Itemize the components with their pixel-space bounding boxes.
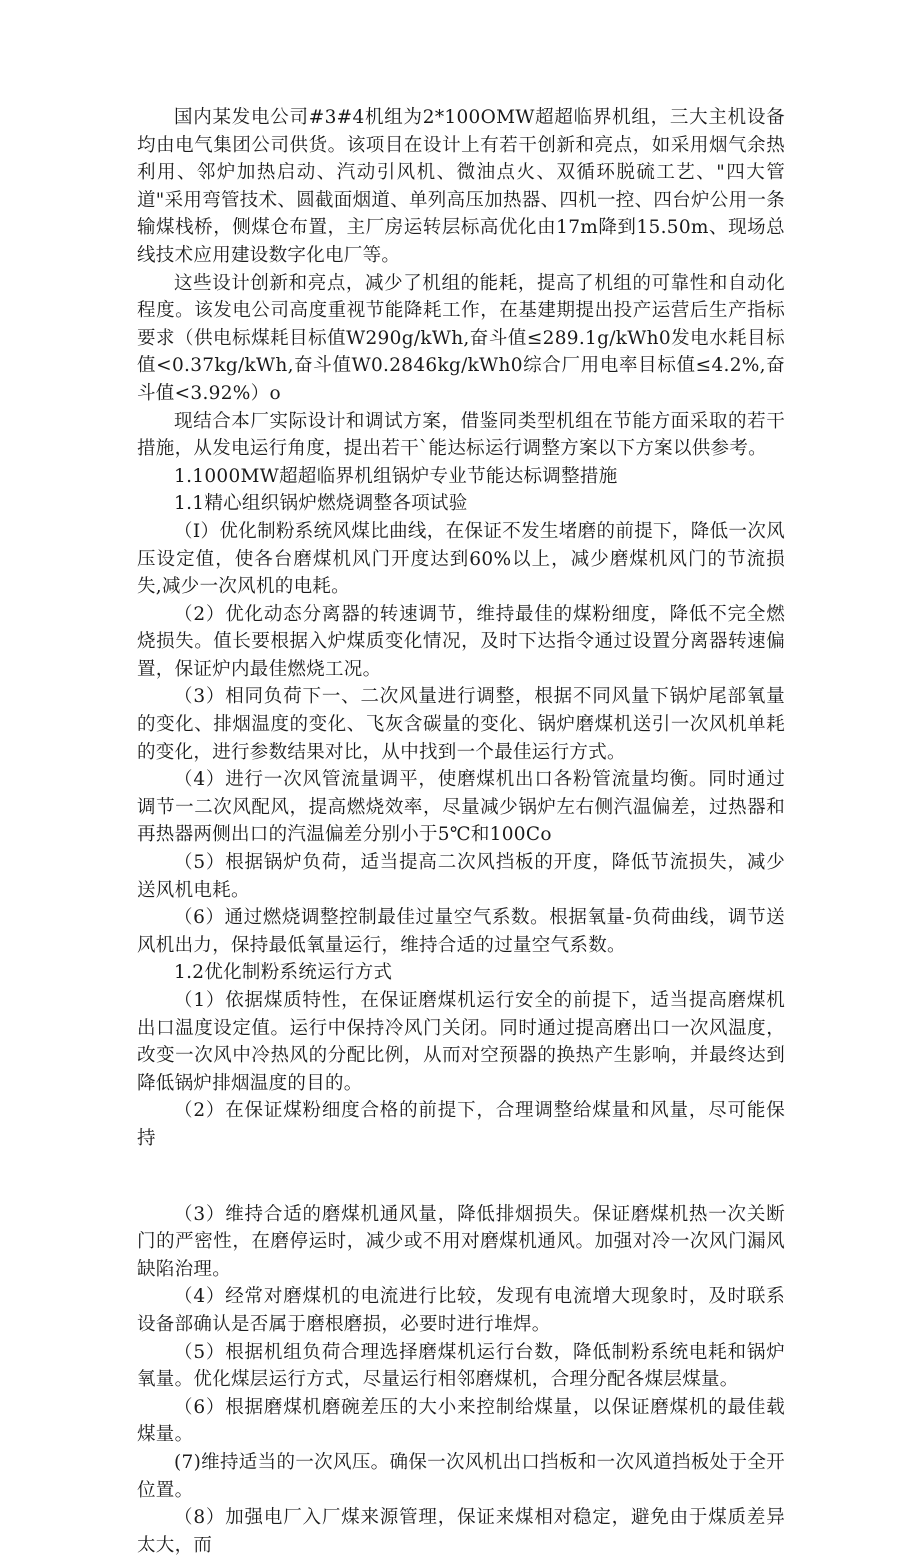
list-item: （5）根据机组负荷合理选择磨煤机运行台数，降低制粉系统电耗和锅炉氧量。优化煤层运行方式，尽量运行相邻磨煤机，合理分配各煤层煤量。 [137, 1341, 785, 1391]
list-item: （6）根据磨煤机磨碗差压的大小来控制给煤量，以保证磨煤机的最佳载煤量。 [137, 1396, 785, 1446]
list-item: （3）相同负荷下一、二次风量进行调整，根据不同风量下锅炉尾部氧量的变化、排烟温度的变化、飞灰含碳量的变化、锅炉磨煤机送引一次风机单耗的变化，进行参数结果对比，从中找到一个最佳运行方式。 [137, 686, 785, 763]
section-heading-1-2: 1.2优化制粉系统运行方式 [174, 962, 393, 984]
list-item: （4）经常对磨煤机的电流进行比较，发现有电流增大现象时，及时联系设备部确认是否属于磨根磨损，必要时进行堆焊。 [137, 1286, 785, 1335]
list-item: （5）根据锅炉负荷，适当提高二次风挡板的开度，降低节流损失，减少送风机电耗。 [137, 852, 785, 901]
list-item: (7)维持适当的一次风压。确保一次风机出口挡板和一次风道挡板处于全开位置。 [137, 1451, 785, 1501]
list-item: （2）在保证煤粉细度合格的前提下，合理调整给煤量和风量，尽可能保持 [137, 1100, 785, 1149]
list-item: （4）进行一次风管流量调平，使磨煤机出口各粉管流量均衡。同时通过调节一二次风配风，提高燃烧效率，尽量减少锅炉左右侧汽温偏差，过热器和再热器两侧出口的汽温偏差分别小于5℃和100Co [137, 769, 785, 846]
section-heading-1: 1.1000MW超超临界机组锅炉专业节能达标调整措施 [174, 465, 618, 487]
list-item: （8）加强电厂入厂煤来源管理，保证来煤相对稳定，避免由于煤质差异太大，而 [137, 1507, 785, 1556]
list-item: （1）依据煤质特性，在保证磨煤机运行安全的前提下，适当提高磨煤机出口温度设定值。运行中保持冷风门关闭。同时通过提高磨出口一次风温度，改变一次风中冷热风的分配比例，从而对空预器的换热产生影响，并最终达到降低锅炉排烟温度的目的。 [137, 990, 785, 1094]
list-item: （I）优化制粉系统风煤比曲线，在保证不发生堵磨的前提下，降低一次风压设定值，使各台磨煤机风门开度达到60%以上，减少磨煤机风门的节流损失,减少一次风机的电耗。 [137, 520, 785, 598]
document-body [137, 104, 785, 1559]
section-heading-1-1: 1.1精心组织锅炉燃烧调整各项试验 [174, 493, 468, 515]
paragraph-proposal: 现结合本厂实际设计和调试方案，借鉴同类型机组在节能方面采取的若干措施，从发电运行角度，提出若干`能达标运行调整方案以下方案以供参考。 [137, 410, 785, 460]
list-item: （3）维持合适的磨煤机通风量，降低排烟损失。保证磨煤机热一次关断门的严密性，在磨停运时，减少或不用对磨煤机通风。加强对冷一次风门漏风缺陷治理。 [137, 1203, 785, 1280]
paragraph-intro: 国内某发电公司#3#4机组为2*100OMW超超临界机组，三大主机设备均由电气集团公司供货。该项目在设计上有若干创新和亮点，如采用烟气余热利用、邻炉加热启动、汽动引风机、微油点火、双循环脱硫工艺、"四大管道"采用弯管技术、圆截面烟道、单列高压加热器、四机一控、四台炉公用一条输煤栈桥，侧煤仓布置，主厂房运转层标高优化由17m降到15.50m、现场总线技术应用建设数字化电厂等。 [137, 107, 786, 266]
list-item: （6）通过燃烧调整控制最佳过量空气系数。根据氧量-负荷曲线，调节送风机出力，保持最低氧量运行，维持合适的过量空气系数。 [137, 907, 785, 956]
list-item: （2）优化动态分离器的转速调节，维持最佳的煤粉细度，降低不完全燃烧损失。值长要根据入炉煤质变化情况，及时下达指令通过设置分离器转速偏置，保证炉内最佳燃烧工况。 [137, 603, 785, 680]
paragraph-design-benefits: 这些设计创新和亮点，减少了机组的能耗，提高了机组的可靠性和自动化程度。该发电公司高度重视节能降耗工作，在基建期提出投产运营后生产指标要求（供电标煤耗目标值W290g/kWh,奋斗值≤289.1g/kWh0发电水耗目标值<0.37kg/kWh,奋斗值W0.2846kg/kWh0综合厂用电率目标值≤4.2%,奋斗值<3.92%）o [137, 272, 785, 404]
page-gap [137, 1153, 785, 1201]
